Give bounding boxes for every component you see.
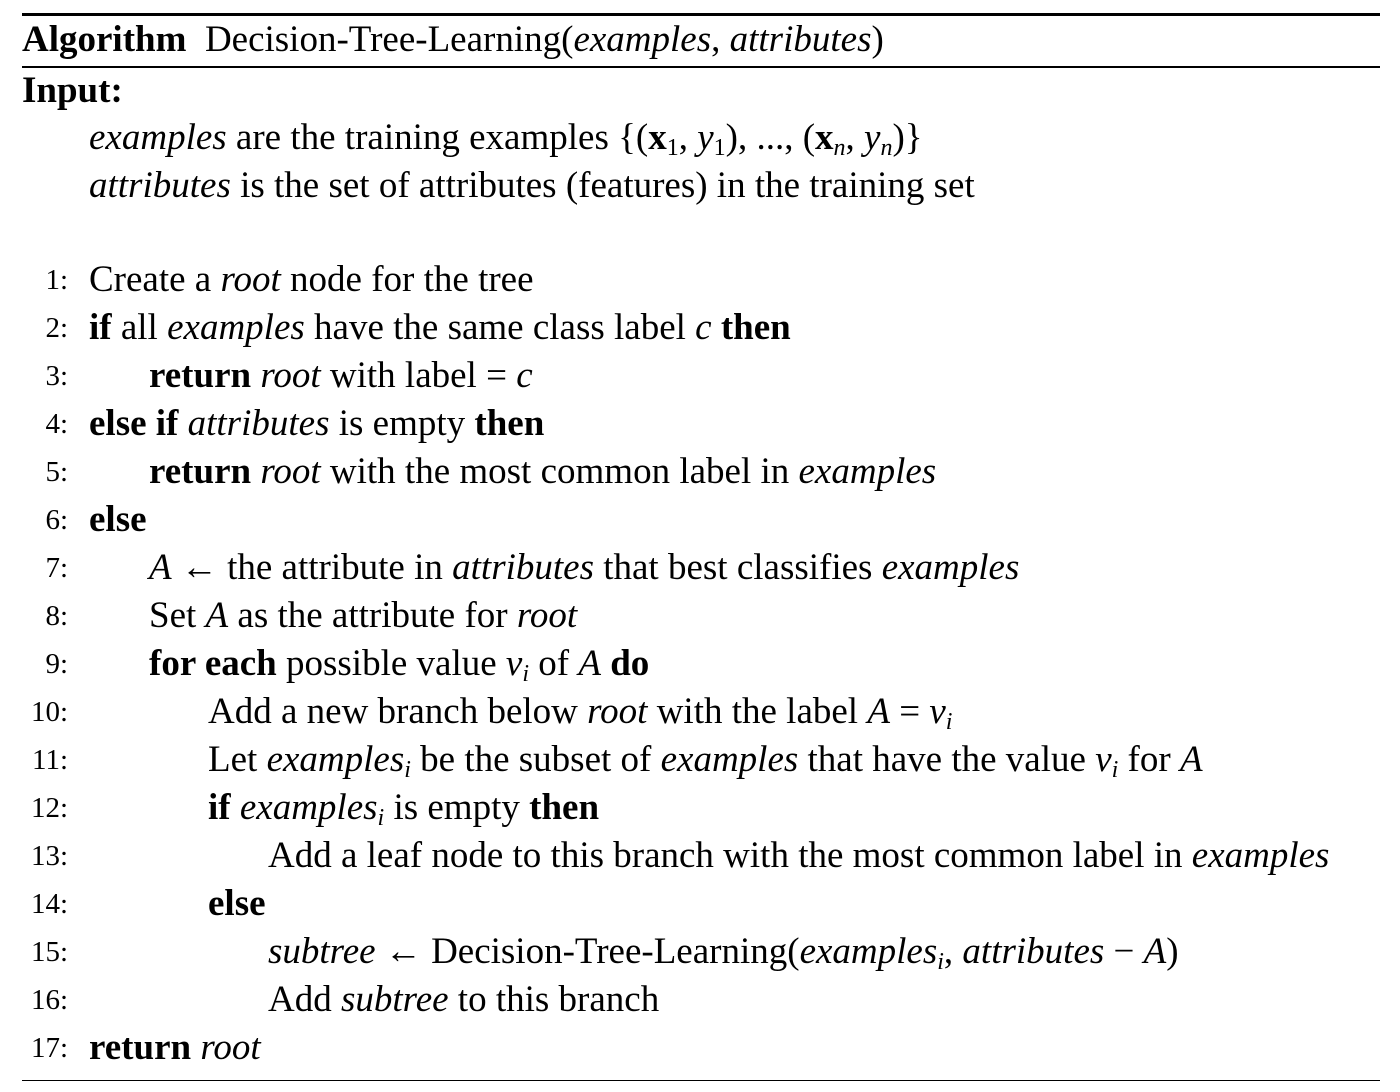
algorithm-line-16: [22, 976, 1380, 1024]
line-number: 15:: [30, 935, 68, 968]
algorithm-comma: ,: [711, 19, 730, 60]
algorithm-line-6: [22, 496, 1380, 544]
line-number: 5:: [45, 455, 68, 488]
line-body: else: [89, 498, 147, 540]
line-number: 3:: [45, 359, 68, 392]
algorithm-block: [22, 13, 1380, 1081]
algorithm-line-15: [22, 928, 1380, 976]
algorithm-line-1: [22, 256, 1380, 304]
line-body: A ← the attribute in attributes that best classifies examples: [149, 546, 1020, 588]
line-number: 14:: [30, 887, 68, 920]
line-body: Add subtree to this branch: [268, 978, 660, 1020]
line-body: Create a root node for the tree: [89, 258, 534, 300]
algorithm-param-examples: examples: [573, 19, 712, 60]
line-body: subtree ← Decision-Tree-Learning(examples$_i$, attributes − A): [268, 930, 1179, 975]
line-body: return root: [89, 1026, 261, 1068]
algorithm-line-8: [22, 592, 1380, 640]
line-number: 12:: [30, 791, 68, 824]
algorithm-line-11: [22, 736, 1380, 784]
line-body: if examples$_i$ is empty then: [208, 786, 600, 831]
algorithm-keyword: Algorithm: [22, 19, 187, 60]
line-body: return root with label = c: [149, 354, 533, 396]
algorithm-name: Decision-Tree-Learning(: [204, 19, 574, 60]
input-attributes-var: attributes: [89, 164, 231, 206]
bottom-rule: [22, 1080, 1380, 1082]
line-number: 11:: [32, 743, 68, 776]
line-body: Add a leaf node to this branch with the most common label in examples: [268, 834, 1330, 876]
line-number: 10:: [30, 695, 68, 728]
algorithm-line-4: [22, 400, 1380, 448]
line-number: 13:: [30, 839, 68, 872]
algorithm-line-17: [22, 1024, 1380, 1072]
algorithm-close-paren: ): [871, 19, 884, 60]
algorithm-line-7: [22, 544, 1380, 592]
line-body: for each possible value $v_i$ of A do: [149, 642, 650, 687]
input-examples-text: are the training examples: [226, 116, 619, 158]
algorithm-line-10: [22, 688, 1380, 736]
line-number: 1:: [45, 263, 68, 296]
algorithm-line-12: [22, 784, 1380, 832]
algorithm-line-5: [22, 448, 1380, 496]
line-body: else if attributes is empty then: [89, 402, 545, 444]
algorithm-line-2: [22, 304, 1380, 352]
algorithm-header: [22, 16, 1380, 64]
line-body: Add a new branch below root with the label $A = v_i$: [208, 690, 953, 735]
line-body: return root with the most common label in examples: [149, 450, 937, 492]
line-number: 9:: [45, 647, 68, 680]
line-number: 8:: [45, 599, 68, 632]
algorithm-param-attributes: attributes: [729, 19, 872, 60]
line-number: 17:: [30, 1031, 68, 1064]
line-body: if all examples have the same class label c then: [89, 306, 791, 348]
algorithm-line-9: [22, 640, 1380, 688]
algorithm-line-3: [22, 352, 1380, 400]
algorithm-line-14: [22, 880, 1380, 928]
line-number: 2:: [45, 311, 68, 344]
line-body: Let examples$_i$ be the subset of examples that have the value $v_i$ for A: [208, 738, 1203, 783]
input-attributes-line: [22, 162, 1380, 210]
line-body: Set A as the attribute for root: [149, 594, 578, 636]
input-examples-line: [22, 114, 1380, 162]
line-number: 7:: [45, 551, 68, 584]
line-number: 4:: [45, 407, 68, 440]
line-body: else: [208, 882, 266, 924]
line-number: 16:: [30, 983, 68, 1016]
input-examples-set: {($x_1$, $y_1$), ..., ($x_n$, $y_n$)}: [618, 116, 923, 161]
input-attributes-text: is the set of attributes (features) in the training set: [230, 164, 975, 206]
input-label: Input:: [22, 69, 123, 111]
algorithm-line-13: [22, 832, 1380, 880]
line-number: 6:: [45, 503, 68, 536]
input-examples-var: examples: [89, 116, 227, 158]
